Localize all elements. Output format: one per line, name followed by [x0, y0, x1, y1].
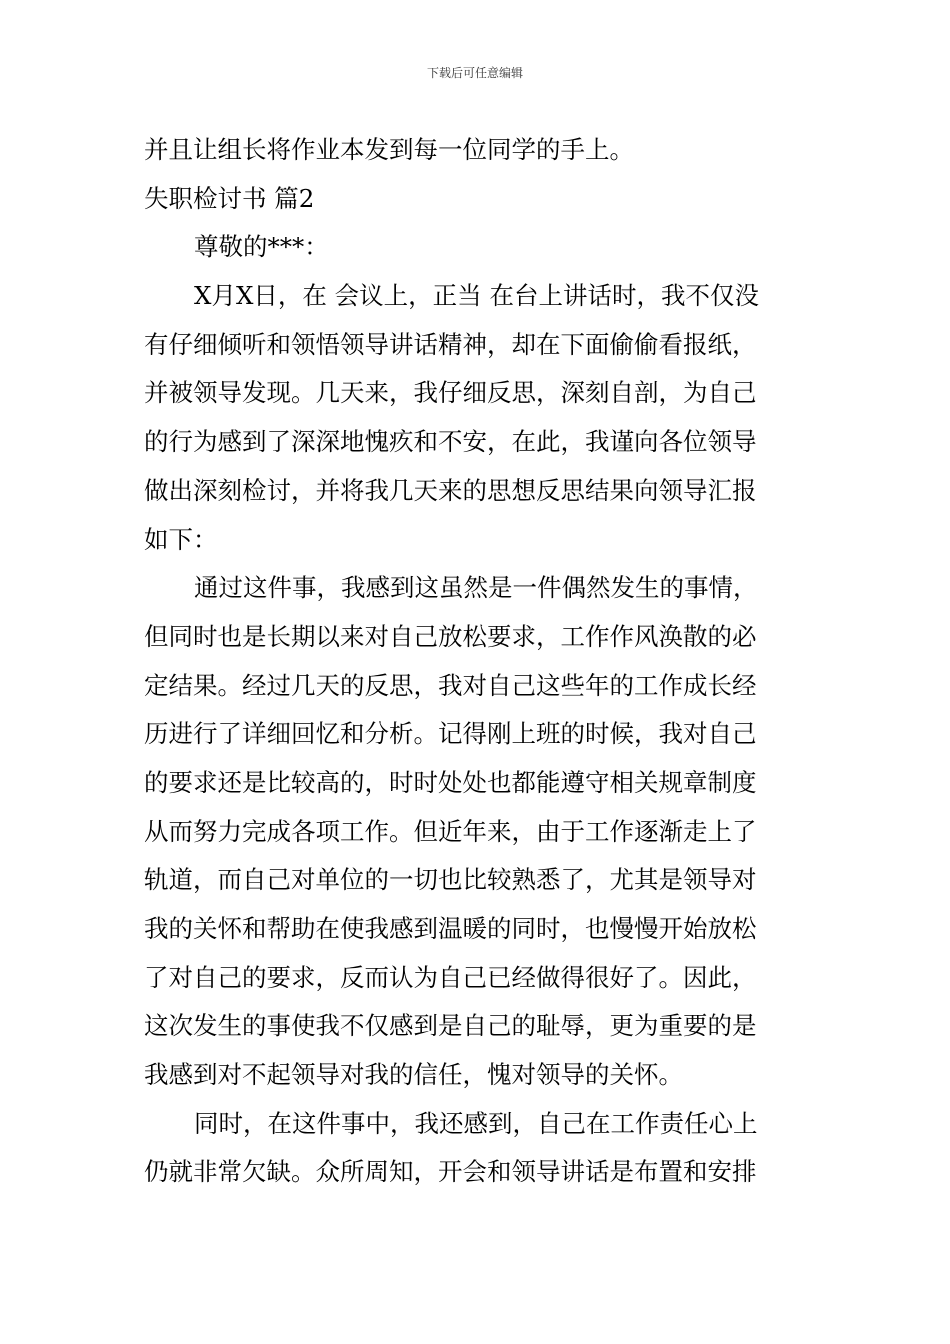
body-line: 仍就非常欠缺。众所周知，开会和领导讲话是布置和安排	[144, 1157, 757, 1187]
body-line: 并且让组长将作业本发到每一位同学的手上。	[144, 135, 634, 164]
body-line: 定结果。经过几天的反思，我对自己这些年的工作成长经	[144, 670, 757, 700]
body-line: 如下：	[144, 524, 218, 554]
page-header-note: 下载后可任意编辑	[426, 66, 523, 80]
body-line: 通过这件事，我感到这虽然是一件偶然发生的事情，	[194, 573, 758, 603]
body-line: 轨道，而自己对单位的一切也比较熟悉了，尤其是领导对	[144, 865, 757, 895]
body-line: 同时，在这件事中，我还感到，自己在工作责任心上	[194, 1108, 758, 1138]
body-line: 历进行了详细回忆和分析。记得刚上班的时候，我对自己	[144, 719, 757, 749]
salutation: 尊敬的***：	[194, 232, 329, 262]
body-line: 从而努力完成各项工作。但近年来，由于工作逐渐走上了	[144, 816, 757, 846]
body-line: 并被领导发现。几天来，我仔细反思，深刻自剖，为自己	[144, 378, 757, 408]
section-title: 失职检讨书 篇2	[144, 183, 315, 213]
document-body	[144, 126, 808, 1197]
body-line: 我的关怀和帮助在使我感到温暖的同时，也慢慢开始放松	[144, 914, 757, 943]
body-line: X月X日，在 会议上，正当 在台上讲话时，我不仅没	[194, 281, 759, 311]
body-line: 的要求还是比较高的，时时处处也都能遵守相关规章制度	[144, 767, 757, 797]
body-line: 做出深刻检讨，并将我几天来的思想反思结果向领导汇报	[144, 475, 757, 505]
body-line: 但同时也是长期以来对自己放松要求，工作作风涣散的必	[144, 621, 757, 651]
body-line: 这次发生的事使我不仅感到是自己的耻辱，更为重要的是	[144, 1011, 757, 1041]
body-line: 了对自己的要求，反而认为自己已经做得很好了。因此，	[144, 962, 757, 992]
body-line: 的行为感到了深深地愧疚和不安，在此，我谨向各位领导	[144, 427, 757, 457]
body-line: 我感到对不起领导对我的信任，愧对领导的关怀。	[144, 1060, 683, 1090]
body-line: 有仔细倾听和领悟领导讲话精神，却在下面偷偷看报纸，	[144, 329, 757, 359]
